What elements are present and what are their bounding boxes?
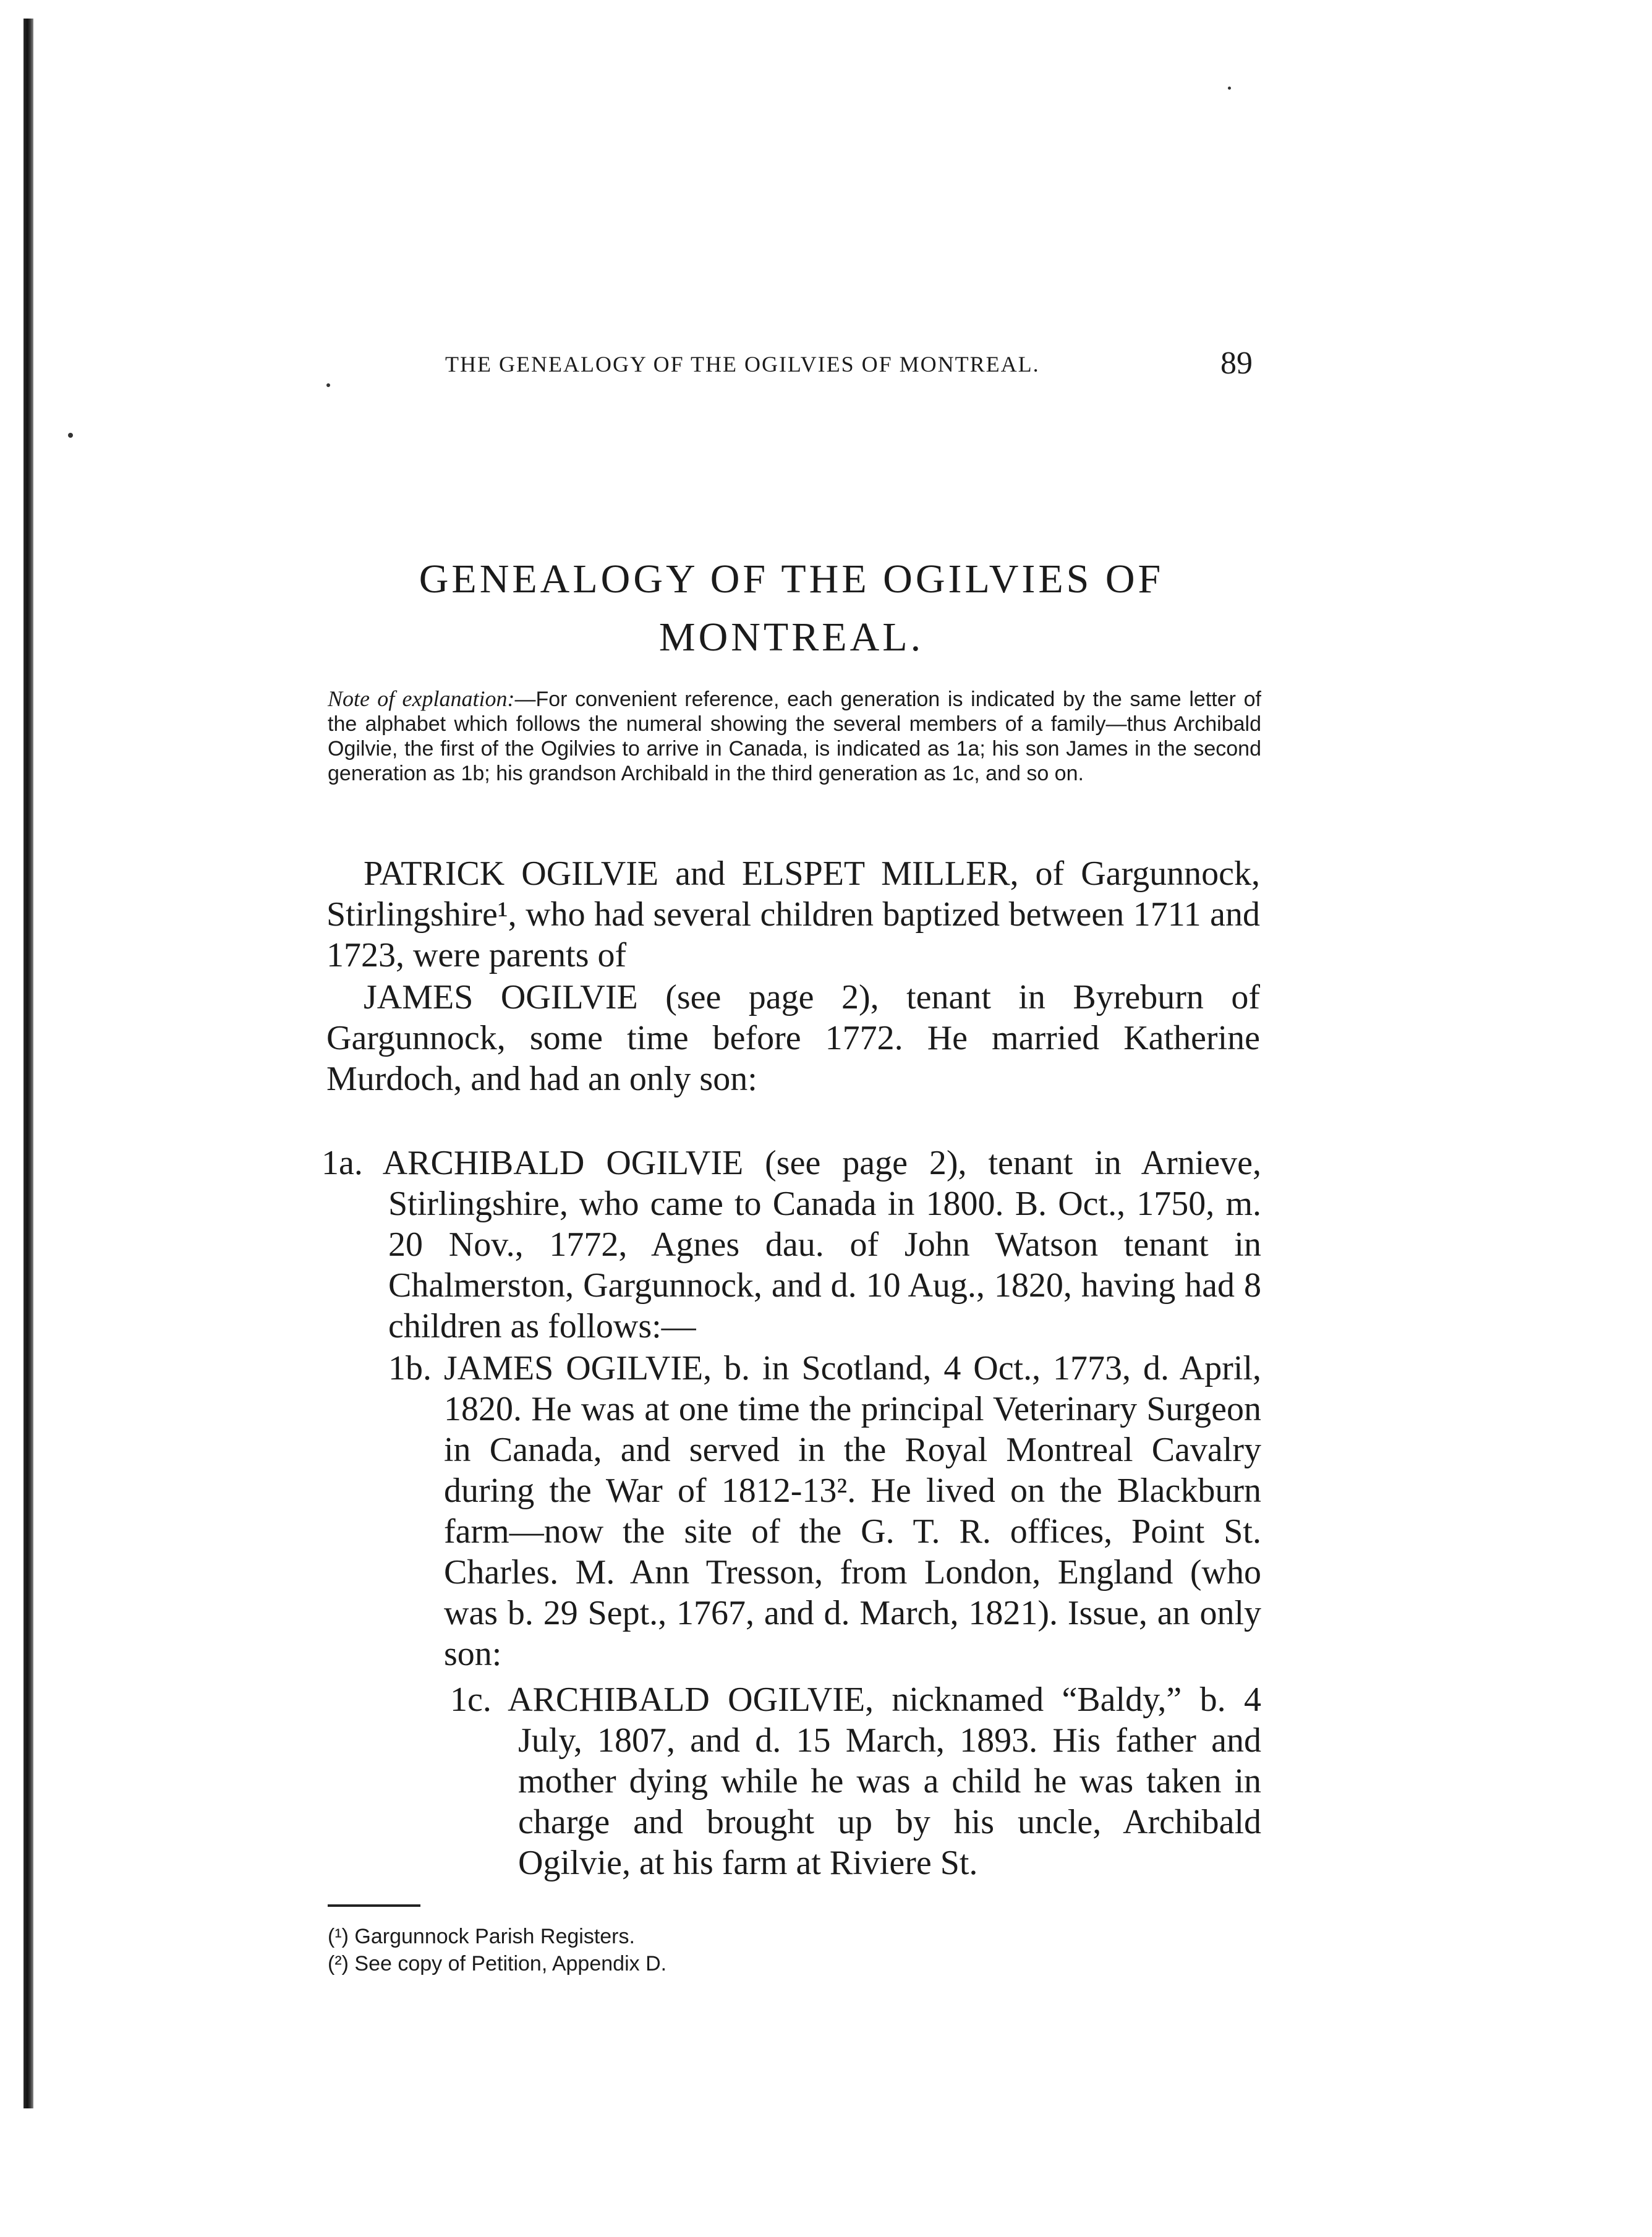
paragraph-patrick-ogilvie: PATRICK OGILVIE and ELSPET MILLER, of Gargunnock, Stirlingshire¹, who had several children baptized between 1711 and 1723, were parents of: [326, 854, 1260, 974]
note-text: —For convenient reference, each generation is indicated by the same letter of the alphabet which follows the numeral showing the several members of a family—thus Archibald Ogilvie, the first of the Ogilvies to arrive in Canada, is indicated as 1a; his son James in the second generation as 1b; his grandson Archibald in the third generation as 1c, and so on.: [328, 688, 1261, 785]
paragraph-james-ogilvie: JAMES OGILVIE (see page 2), tenant in Byreburn of Gargunnock, some time before 1772. He married Katherine Murdoch, and had an only son:: [326, 978, 1260, 1098]
explanation-note: [328, 686, 1261, 786]
page-number: 89: [1220, 346, 1253, 381]
title-line-1: GENEALOGY OF THE OGILVIES OF: [419, 556, 1164, 602]
entry-1a: 1a. ARCHIBALD OGILVIE (see page 2), tenant in Arnieve, Stirlingshire, who came to Canada in 1800. B. Oct., 1750, m. 20 Nov., 1772, Agnes dau. of John Watson tenant in Chalmerston, Gargunnock, and d. 10 Aug., 1820, having had 8 children as follows:—: [321, 1144, 1261, 1345]
scan-speck: [1228, 87, 1231, 90]
footnotes: [328, 1923, 1193, 1977]
scan-speck: [326, 383, 330, 387]
scan-speck: [68, 433, 73, 438]
footnote-2: (²) See copy of Petition, Appendix D.: [328, 1952, 667, 1975]
title-line-2: MONTREAL.: [658, 615, 924, 660]
page-title: [309, 550, 1274, 667]
footnote-rule: [328, 1904, 420, 1907]
running-head: THE GENEALOGY OF THE OGILVIES OF MONTREAL.: [445, 352, 1040, 377]
note-label: Note of explanation:: [328, 686, 515, 711]
entry-1b: 1b. JAMES OGILVIE, b. in Scotland, 4 Oct., 1773, d. April, 1820. He was at one time the principal Veterinary Surgeon in Canada, and served in the Royal Montreal Cavalry during the War of 1812-13². He lived on the Blackburn farm—now the site of the G. T. R. offices, Point St. Charles. M. Ann Tresson, from London, England (who was b. 29 Sept., 1767, and d. March, 1821). Issue, an only son:: [388, 1349, 1261, 1673]
entry-1c: 1c. ARCHIBALD OGILVIE, nicknamed “Baldy,” b. 4 July, 1807, and d. 15 March, 1893. His father and mother dying while he was a child he was taken in charge and brought up by his uncle, Archibald Ogilvie, at his farm at Riviere St.: [450, 1681, 1261, 1882]
footnote-1: (¹) Gargunnock Parish Registers.: [328, 1925, 635, 1948]
